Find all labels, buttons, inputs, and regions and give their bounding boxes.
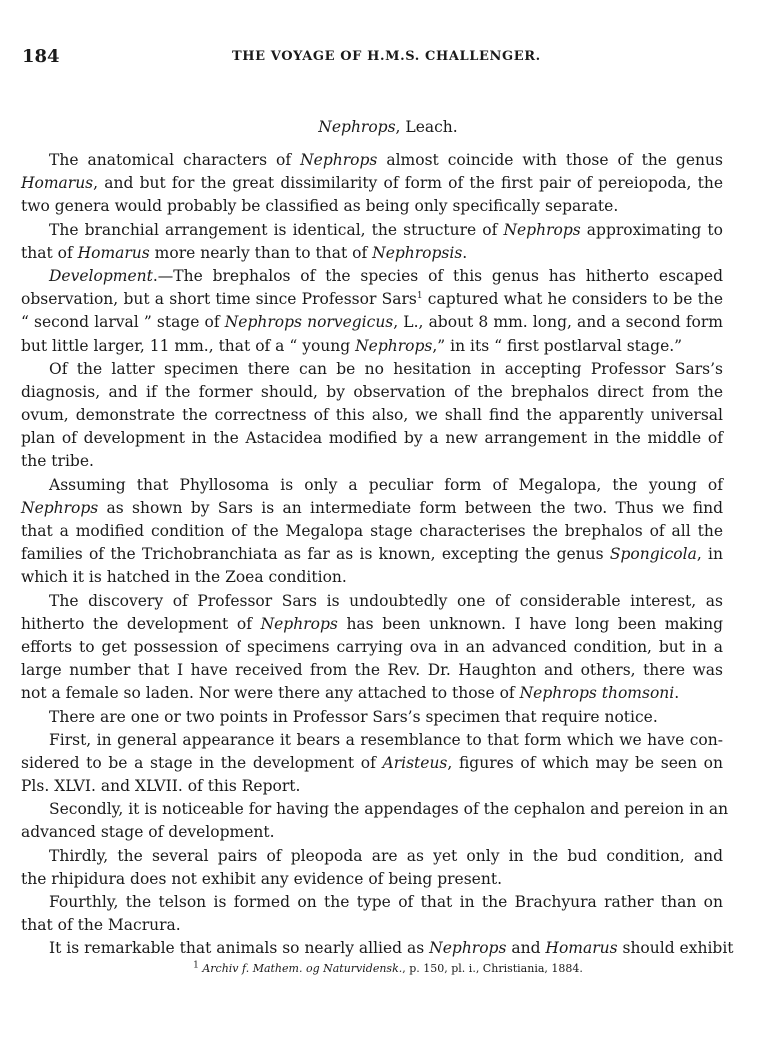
text-line: the tribe. [21, 452, 94, 471]
text-line: two genera would probably be classified as being only specifically separate. [21, 197, 619, 216]
page-header [22, 46, 722, 70]
text-line: There are one or two points in Professor Sars’s specimen that require notice. [49, 707, 658, 726]
footnote-marker: 1 [416, 290, 423, 301]
text-line: observation, but a short time since Professor Sars$^1$ captured what he considers to be the [21, 290, 723, 309]
text-line: large number that I have received from the Rev. Dr. Haughton and others, there was [21, 661, 723, 680]
text-line: Thirdly, the several pairs of pleopoda are as yet only in the bud condition, and [49, 846, 723, 865]
text-line: hitherto the development of Nephrops has been unknown. I have long been making [21, 614, 723, 633]
text-line: efforts to get possession of specimens carrying ova in an advanced condition, but in a [21, 637, 723, 656]
footnote-citation: , p. 150, pl. i., Christiania, 1884. [402, 962, 583, 975]
text-line: diagnosis, and if the former should, by observation of the brephalos direct from the [21, 382, 723, 401]
text-line: Assuming that Phyllosoma is only a peculiar form of Megalopa, the young of [49, 475, 723, 494]
text-line: First, in general appearance it bears a resemblance to that form which we have con- [49, 730, 723, 749]
text-line: that of the Macrura. [21, 916, 181, 935]
running-title: THE VOYAGE OF H.M.S. CHALLENGER. [232, 49, 541, 64]
text-line: the rhipidura does not exhibit any evidence of being present. [21, 869, 502, 888]
text-line: advanced stage of development. [21, 823, 275, 842]
text-line: The branchial arrangement is identical, the structure of Nephrops approximating to [49, 220, 723, 239]
text-line: Homarus, and but for the great dissimilarity of form of the first pair of pereiopoda, the [21, 174, 723, 193]
genus-name: Nephrops [318, 118, 396, 136]
text-line: Secondly, it is noticeable for having the appendages of the cephalon and pereion in an [49, 800, 729, 819]
footnote [0, 962, 776, 975]
page-number: 184 [22, 46, 60, 67]
text-line: Development.—The brephalos of the species of this genus has hitherto escaped [49, 266, 723, 285]
text-line: families of the Trichobranchiata as far as is known, excepting the genus Spongicola, in [21, 545, 723, 564]
text-line: but little larger, 11 mm., that of a “ young Nephrops,” in its “ first postlarval stage.” [21, 336, 683, 355]
text-line: It is remarkable that animals so nearly allied as Nephrops and Homarus should exhibit [49, 939, 734, 958]
text-line: Pls. XLVI. and XLVII. of this Report. [21, 777, 301, 796]
text-line: sidered to be a stage in the development of Aristeus, figures of which may be seen on [21, 753, 723, 772]
genus-author: , Leach. [395, 118, 458, 136]
text-line: “ second larval ” stage of Nephrops norvegicus, L., about 8 mm. long, and a second form [21, 313, 723, 332]
footnote-journal: Archiv f. Mathem. og Naturvidensk. [202, 962, 403, 975]
text-line: Of the latter specimen there can be no hesitation in accepting Professor Sars’s [49, 359, 723, 378]
footnote-marker: 1 [193, 960, 199, 971]
text-line: The anatomical characters of Nephrops almost coincide with those of the genus [49, 151, 723, 169]
text-line: Nephrops as shown by Sars is an intermediate form between the two. Thus we find [21, 498, 723, 517]
text-line: that of Homarus more nearly than to that of Nephropsis. [21, 243, 468, 262]
text-line: The discovery of Professor Sars is undoubtedly one of considerable interest, as [49, 591, 723, 610]
body-text [21, 149, 734, 961]
text-line: which it is hatched in the Zoea condition. [21, 568, 347, 587]
text-line: not a female so laden. Nor were there any attached to those of Nephrops thomsoni. [21, 684, 680, 703]
text-line: Fourthly, the telson is formed on the type of that in the Brachyura rather than on [49, 893, 723, 911]
text-line: plan of development in the Astacidea modified by a new arrangement in the middle of [21, 429, 723, 448]
text-line: that a modified condition of the Megalopa stage characterises the brephalos of all the [21, 522, 723, 540]
section-title [0, 118, 776, 136]
text-line: ovum, demonstrate the correctness of this also, we shall find the apparently universal [21, 406, 723, 425]
